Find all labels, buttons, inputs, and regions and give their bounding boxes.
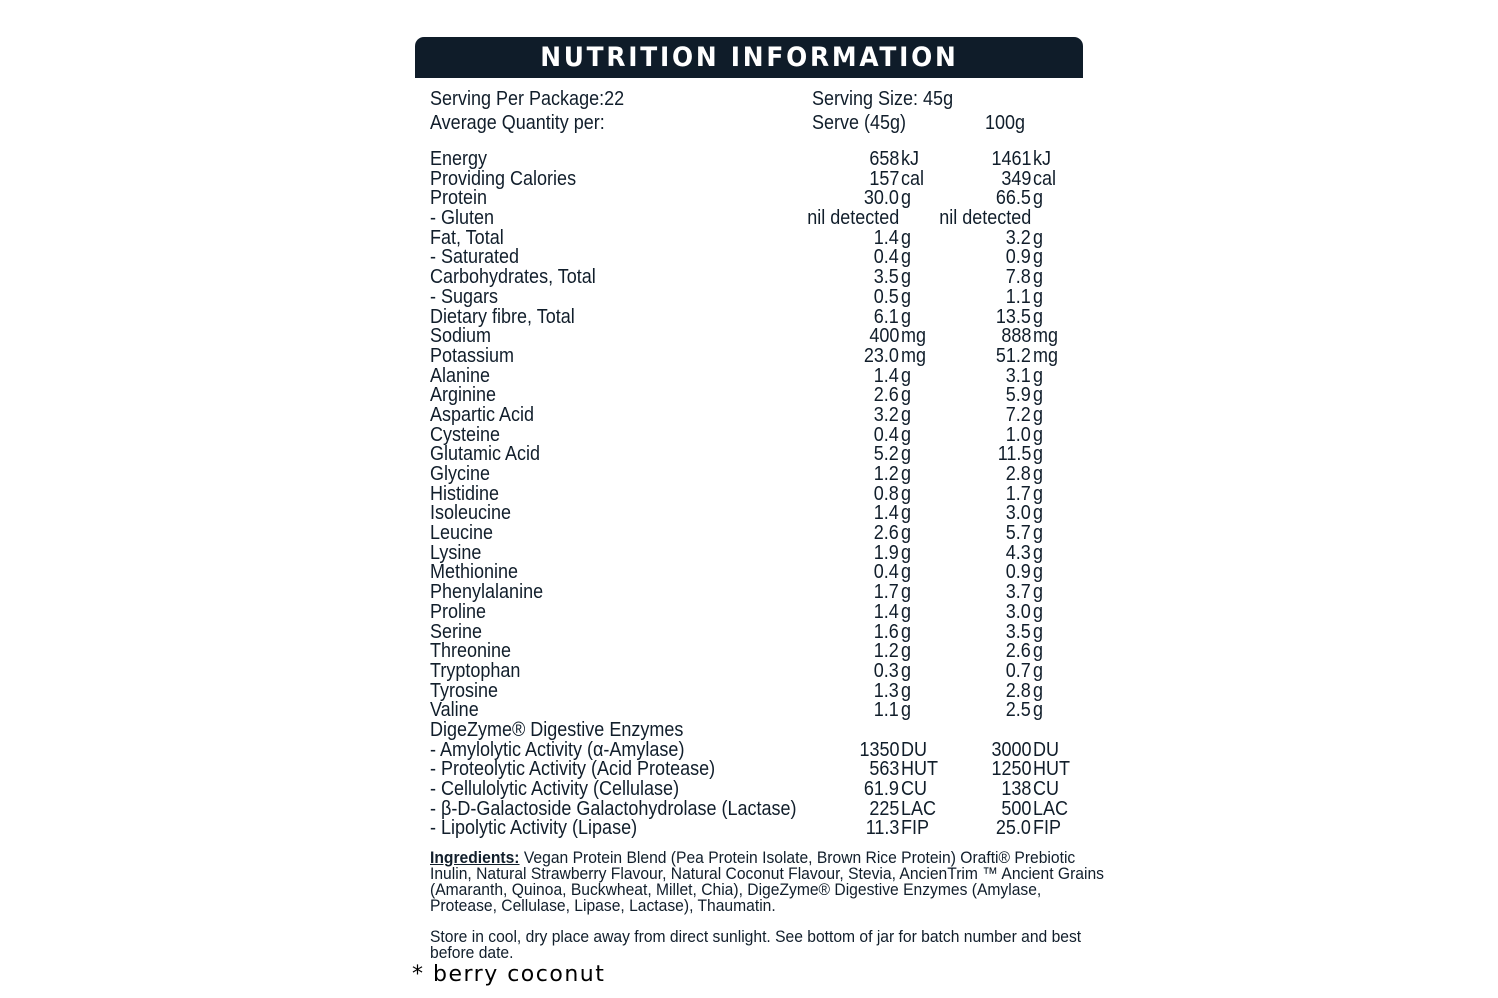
nutrient-name: Protein bbox=[430, 187, 488, 210]
serve-unit: g bbox=[901, 187, 912, 210]
per100-unit: g bbox=[1033, 482, 1044, 505]
serve-value: 1.4 bbox=[873, 364, 899, 387]
table-row bbox=[415, 679, 1083, 702]
nutrient-name: - Amylolytic Activity (α-Amylase) bbox=[430, 738, 685, 761]
table-row bbox=[415, 620, 1083, 643]
table-row bbox=[415, 364, 1083, 387]
serve-unit: g bbox=[901, 659, 912, 682]
serve-value: 3.5 bbox=[873, 266, 899, 289]
serve-value: 11.3 bbox=[865, 817, 899, 840]
per100-unit: g bbox=[1033, 600, 1044, 623]
per100-unit: g bbox=[1033, 226, 1044, 249]
serve-unit: g bbox=[901, 423, 912, 446]
serve-value: 1.6 bbox=[873, 620, 899, 643]
serve-unit: g bbox=[901, 679, 912, 702]
per100-value: 3.0 bbox=[1005, 600, 1031, 623]
per100-unit: cal bbox=[1033, 167, 1057, 190]
nutrient-name: Tryptophan bbox=[430, 659, 521, 682]
per100-unit: LAC bbox=[1033, 797, 1069, 820]
header-bar bbox=[415, 37, 1083, 78]
serve-unit: g bbox=[901, 620, 912, 643]
serve-value: 1.2 bbox=[873, 640, 899, 663]
per100-unit: g bbox=[1033, 541, 1044, 564]
serve-unit: g bbox=[901, 285, 912, 308]
nutrient-name: - Cellulolytic Activity (Cellulase) bbox=[430, 778, 680, 800]
per100-value: 1461 bbox=[990, 148, 1031, 170]
serve-value: 61.9 bbox=[863, 778, 899, 800]
per100-unit: HUT bbox=[1033, 758, 1070, 781]
per100-value: 2.5 bbox=[1005, 699, 1031, 722]
serve-value: 2.6 bbox=[873, 522, 899, 545]
average-quantity-label: Average Quantity per: bbox=[430, 112, 605, 134]
serve-unit: cal bbox=[901, 167, 925, 190]
per100-value: 3.5 bbox=[1005, 620, 1031, 643]
nutrient-name: Tyrosine bbox=[430, 679, 499, 702]
per100-unit: mg bbox=[1033, 325, 1059, 348]
table-row bbox=[415, 659, 1083, 682]
per100-value: 11.5 bbox=[997, 443, 1031, 466]
storage-instructions: Store in cool, dry place away from direct sunlight. See bottom of jar for batch number and best before date. bbox=[430, 927, 1082, 962]
serve-unit: HUT bbox=[901, 758, 938, 781]
table-row bbox=[415, 403, 1083, 426]
serve-unit: g bbox=[901, 640, 912, 663]
serve-unit: CU bbox=[901, 778, 928, 800]
per100-value: 7.2 bbox=[1005, 403, 1031, 426]
per100-value: 25.0 bbox=[995, 817, 1031, 840]
column-header-100g: 100g bbox=[985, 112, 1026, 134]
per100-value: 1.7 bbox=[1005, 482, 1031, 505]
per100-unit: g bbox=[1033, 581, 1044, 604]
table-row bbox=[415, 482, 1083, 505]
serve-unit: g bbox=[901, 522, 912, 545]
per100-value: 2.8 bbox=[1005, 679, 1031, 702]
serve-unit: kJ bbox=[901, 148, 919, 170]
serve-value: 0.4 bbox=[873, 561, 899, 584]
per100-unit: g bbox=[1033, 403, 1044, 426]
serving-info bbox=[415, 78, 1083, 142]
per100-unit: FIP bbox=[1033, 817, 1062, 840]
flavour-label: * berry coconut bbox=[412, 962, 606, 987]
serve-value: 1.2 bbox=[873, 463, 899, 485]
per100-value: nil detected bbox=[938, 207, 1031, 230]
nutrient-name: Dietary fibre, Total bbox=[430, 305, 575, 328]
per100-value: 5.9 bbox=[1005, 384, 1031, 407]
ingredients-section bbox=[430, 850, 1110, 914]
serve-unit: g bbox=[901, 305, 912, 328]
per100-unit: g bbox=[1033, 522, 1044, 545]
per100-value: 1.0 bbox=[1005, 423, 1031, 446]
nutrient-name: Histidine bbox=[430, 482, 500, 505]
nutrition-panel bbox=[415, 37, 1083, 839]
per100-value: 4.3 bbox=[1005, 541, 1031, 564]
per100-unit: g bbox=[1033, 266, 1044, 289]
serve-unit: mg bbox=[901, 325, 927, 348]
per100-value: 3.0 bbox=[1005, 502, 1031, 525]
per100-unit: g bbox=[1033, 384, 1044, 407]
serve-value: 30.0 bbox=[863, 187, 899, 210]
serve-unit: FIP bbox=[901, 817, 930, 840]
serve-value: 1.4 bbox=[873, 600, 899, 623]
serve-value: 5.2 bbox=[873, 443, 899, 466]
serve-value: 0.3 bbox=[873, 659, 899, 682]
serve-unit: mg bbox=[901, 344, 927, 367]
per100-value: 3.1 bbox=[1005, 364, 1031, 387]
serve-value: 1.9 bbox=[873, 541, 899, 564]
nutrient-name: Cysteine bbox=[430, 423, 501, 446]
per100-unit: g bbox=[1033, 620, 1044, 643]
per100-value: 888 bbox=[1000, 325, 1031, 348]
serve-value: nil detected bbox=[806, 207, 899, 230]
nutrient-name: Glycine bbox=[430, 463, 491, 485]
nutrient-name: Fat, Total bbox=[430, 226, 504, 249]
per100-value: 2.6 bbox=[1005, 640, 1031, 663]
per100-value: 66.5 bbox=[995, 187, 1031, 210]
table-row bbox=[415, 819, 1083, 839]
nutrient-name: Threonine bbox=[430, 640, 512, 663]
per100-unit: g bbox=[1033, 659, 1044, 682]
serve-unit: g bbox=[901, 443, 912, 466]
serve-value: 1.3 bbox=[873, 679, 899, 702]
serve-unit: DU bbox=[901, 738, 928, 761]
serve-unit: g bbox=[901, 246, 912, 269]
serve-value: 400 bbox=[868, 325, 899, 348]
table-row bbox=[415, 445, 1083, 465]
per100-unit: g bbox=[1033, 305, 1044, 328]
table-row bbox=[415, 465, 1083, 485]
nutrient-name: Carbohydrates, Total bbox=[430, 266, 596, 289]
nutrient-name: Glutamic Acid bbox=[430, 443, 541, 466]
nutrient-name: Phenylalanine bbox=[430, 581, 544, 604]
table-row bbox=[415, 268, 1083, 288]
serve-value: 1350 bbox=[858, 738, 899, 761]
serve-value: 2.6 bbox=[873, 384, 899, 407]
nutrient-name: Potassium bbox=[430, 344, 515, 367]
nutrient-name: Alanine bbox=[430, 364, 491, 387]
per100-unit: g bbox=[1033, 364, 1044, 387]
per100-unit: g bbox=[1033, 699, 1044, 722]
per100-unit: kJ bbox=[1033, 148, 1051, 170]
per100-unit: g bbox=[1033, 561, 1044, 584]
serve-value: 3.2 bbox=[873, 403, 899, 426]
table-row bbox=[415, 524, 1083, 544]
nutrient-name: - Saturated bbox=[430, 246, 520, 269]
serve-value: 225 bbox=[868, 797, 899, 820]
serve-unit: g bbox=[901, 581, 912, 604]
per100-unit: g bbox=[1033, 187, 1044, 210]
nutrient-name: Leucine bbox=[430, 522, 494, 545]
serve-unit: g bbox=[901, 561, 912, 584]
panel-title: NUTRITION INFORMATION bbox=[539, 42, 959, 73]
per100-unit: g bbox=[1033, 463, 1044, 485]
nutrient-name: Sodium bbox=[430, 325, 492, 348]
serve-unit: g bbox=[901, 600, 912, 623]
nutrient-name: Proline bbox=[430, 600, 487, 623]
per100-unit: g bbox=[1033, 640, 1044, 663]
serve-unit: g bbox=[901, 699, 912, 722]
nutrient-name: Aspartic Acid bbox=[430, 403, 535, 426]
per100-unit: g bbox=[1033, 285, 1044, 308]
serve-value: 157 bbox=[868, 167, 899, 190]
per100-unit: CU bbox=[1033, 778, 1060, 800]
serve-unit: g bbox=[901, 384, 912, 407]
per100-unit: g bbox=[1033, 502, 1044, 525]
serve-unit: g bbox=[901, 226, 912, 249]
ingredients-text: Vegan Protein Blend (Pea Protein Isolate, Brown Rice Protein) Orafti® Prebiotic Inulin, Natural Strawberry Flavour, Natural Coconut Flavour, Stevia, AncienTrim ™ Ancient Grains (Amaranth, Quinoa, Buckwheat, Millet, Chia), DigeZyme® Digestive Enzymes (Amylase, Protease, Cellulase, Lipase, Lactase), Thaumatin. bbox=[430, 848, 1104, 915]
per100-unit: DU bbox=[1033, 738, 1060, 761]
table-row bbox=[415, 327, 1083, 347]
per100-value: 138 bbox=[1000, 778, 1031, 800]
table-row bbox=[415, 344, 1083, 367]
per100-value: 51.2 bbox=[995, 344, 1031, 367]
serve-value: 0.5 bbox=[873, 285, 899, 308]
serve-value: 1.4 bbox=[873, 502, 899, 525]
nutrient-name: - Proteolytic Activity (Acid Protease) bbox=[430, 758, 716, 781]
serve-unit: g bbox=[901, 463, 912, 485]
serve-unit: g bbox=[901, 364, 912, 387]
per100-unit: g bbox=[1033, 679, 1044, 702]
nutrient-name: - Sugars bbox=[430, 285, 499, 308]
per100-value: 500 bbox=[1000, 797, 1031, 820]
nutrient-name: - Lipolytic Activity (Lipase) bbox=[430, 817, 638, 840]
column-header-serve: Serve (45g) bbox=[812, 112, 907, 134]
nutrient-name: Energy bbox=[430, 148, 488, 170]
serve-unit: g bbox=[901, 403, 912, 426]
per100-value: 7.8 bbox=[1005, 266, 1031, 289]
table-row bbox=[415, 504, 1083, 524]
serving-per-package: Serving Per Package:22 bbox=[430, 88, 625, 110]
per100-unit: g bbox=[1033, 246, 1044, 269]
nutrient-name: - β-D-Galactoside Galactohydrolase (Lactase) bbox=[430, 797, 797, 820]
serve-value: 563 bbox=[868, 758, 899, 781]
serve-value: 1.1 bbox=[873, 699, 899, 722]
nutrient-name: DigeZyme® Digestive Enzymes bbox=[430, 718, 684, 741]
serve-value: 23.0 bbox=[863, 344, 899, 367]
per100-value: 2.8 bbox=[1005, 463, 1031, 485]
serve-value: 658 bbox=[868, 148, 899, 170]
serve-unit: LAC bbox=[901, 797, 937, 820]
per100-value: 1.1 bbox=[1005, 285, 1031, 308]
table-row bbox=[415, 167, 1083, 190]
per100-unit: mg bbox=[1033, 344, 1059, 367]
per100-unit: g bbox=[1033, 443, 1044, 466]
table-row bbox=[415, 600, 1083, 623]
serve-value: 0.4 bbox=[873, 423, 899, 446]
per100-value: 0.7 bbox=[1005, 659, 1031, 682]
serve-value: 6.1 bbox=[873, 305, 899, 328]
serve-unit: g bbox=[901, 502, 912, 525]
per100-value: 0.9 bbox=[1005, 561, 1031, 584]
table-row bbox=[415, 583, 1083, 603]
nutrient-table bbox=[415, 150, 1083, 839]
serve-unit: g bbox=[901, 482, 912, 505]
per100-value: 3.2 bbox=[1005, 226, 1031, 249]
nutrient-name: Serine bbox=[430, 620, 483, 643]
per100-value: 3.7 bbox=[1005, 581, 1031, 604]
serve-unit: g bbox=[901, 541, 912, 564]
ingredients-label: Ingredients: bbox=[430, 848, 520, 867]
table-row bbox=[415, 305, 1083, 328]
serving-size: Serving Size: 45g bbox=[812, 88, 954, 110]
per100-value: 3000 bbox=[990, 738, 1031, 761]
serve-value: 1.4 bbox=[873, 226, 899, 249]
serve-value: 0.8 bbox=[873, 482, 899, 505]
serve-value: 1.7 bbox=[873, 581, 899, 604]
per100-value: 1250 bbox=[990, 758, 1031, 781]
nutrient-name: Methionine bbox=[430, 561, 519, 584]
per100-value: 349 bbox=[1000, 167, 1031, 190]
serve-value: 0.4 bbox=[873, 246, 899, 269]
serve-unit: g bbox=[901, 266, 912, 289]
nutrient-name: Arginine bbox=[430, 384, 497, 407]
per100-value: 13.5 bbox=[995, 305, 1031, 328]
table-row bbox=[415, 209, 1083, 229]
nutrient-name: Lysine bbox=[430, 541, 482, 564]
per100-value: 0.9 bbox=[1005, 246, 1031, 269]
per100-value: 5.7 bbox=[1005, 522, 1031, 545]
nutrient-name: Valine bbox=[430, 699, 479, 722]
nutrient-name: - Gluten bbox=[430, 207, 495, 230]
nutrient-name: Providing Calories bbox=[430, 167, 577, 190]
nutrient-name: Isoleucine bbox=[430, 502, 512, 525]
per100-unit: g bbox=[1033, 423, 1044, 446]
